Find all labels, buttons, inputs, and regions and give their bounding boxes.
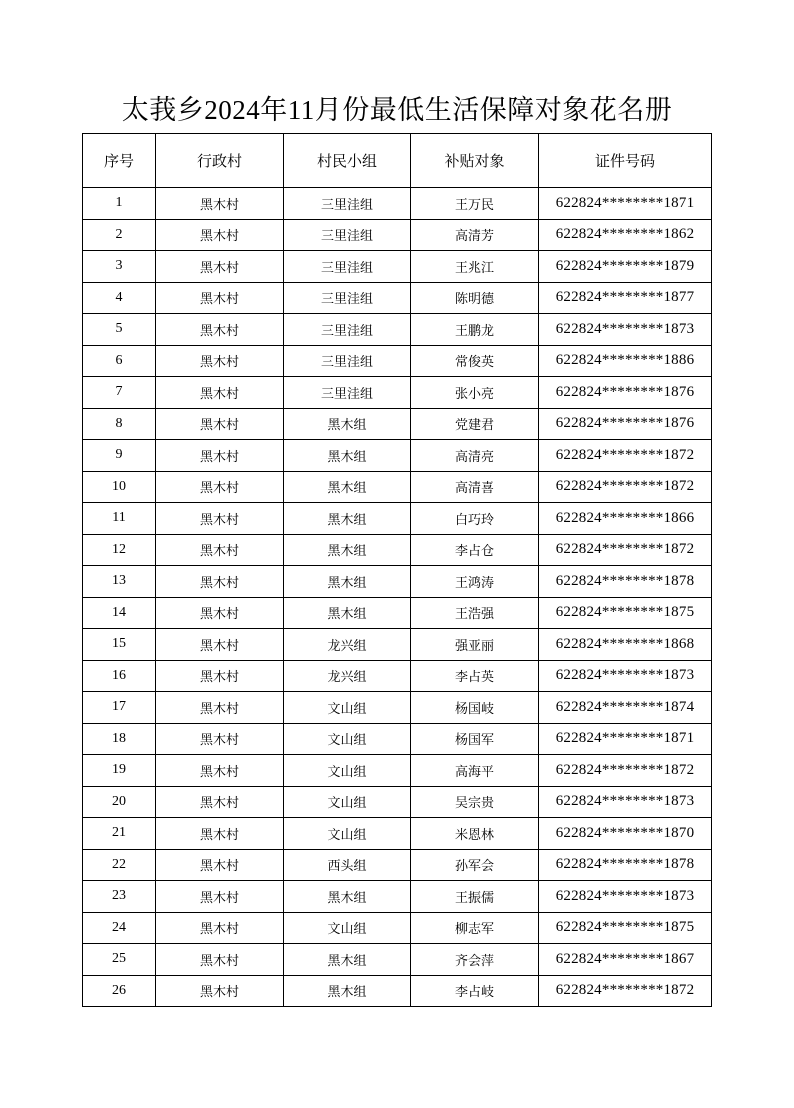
id-number-cell: 622824********1873 xyxy=(539,881,712,913)
id-number-cell: 622824********1870 xyxy=(539,818,712,850)
table-row xyxy=(83,377,712,409)
table-row xyxy=(83,692,712,724)
village-cell: 黑木村 xyxy=(156,534,284,566)
table-row xyxy=(83,723,712,755)
villager-group-cell: 三里洼组 xyxy=(284,251,411,283)
villager-group-cell: 黑木组 xyxy=(284,440,411,472)
serial-number-cell: 4 xyxy=(83,282,156,314)
village-cell: 黑木村 xyxy=(156,944,284,976)
table-row xyxy=(83,534,712,566)
id-number-cell: 622824********1862 xyxy=(539,219,712,251)
table-row xyxy=(83,755,712,787)
table-row xyxy=(83,471,712,503)
id-number-cell: 622824********1876 xyxy=(539,377,712,409)
table-row xyxy=(83,975,712,1007)
table-row xyxy=(83,566,712,598)
table-row xyxy=(83,849,712,881)
recipient-name-cell: 王鹏龙 xyxy=(411,314,539,346)
village-cell: 黑木村 xyxy=(156,314,284,346)
recipient-name-cell: 高清喜 xyxy=(411,471,539,503)
serial-number-cell: 23 xyxy=(83,881,156,913)
id-number-cell: 622824********1873 xyxy=(539,660,712,692)
id-number-cell: 622824********1872 xyxy=(539,975,712,1007)
villager-group-cell: 三里洼组 xyxy=(284,219,411,251)
villager-group-cell: 黑木组 xyxy=(284,597,411,629)
id-number-cell: 622824********1871 xyxy=(539,723,712,755)
id-number-cell: 622824********1871 xyxy=(539,188,712,220)
id-number-cell: 622824********1872 xyxy=(539,755,712,787)
village-cell: 黑木村 xyxy=(156,755,284,787)
serial-number-cell: 25 xyxy=(83,944,156,976)
recipient-name-cell: 王振儒 xyxy=(411,881,539,913)
id-number-cell: 622824********1868 xyxy=(539,629,712,661)
recipient-name-cell: 王浩强 xyxy=(411,597,539,629)
village-cell: 黑木村 xyxy=(156,251,284,283)
village-cell: 黑木村 xyxy=(156,566,284,598)
village-cell: 黑木村 xyxy=(156,597,284,629)
recipient-name-cell: 李占岐 xyxy=(411,975,539,1007)
village-cell: 黑木村 xyxy=(156,219,284,251)
id-number-cell: 622824********1866 xyxy=(539,503,712,535)
recipient-name-cell: 柳志军 xyxy=(411,912,539,944)
serial-number-cell: 16 xyxy=(83,660,156,692)
recipient-name-cell: 吴宗贵 xyxy=(411,786,539,818)
table-row xyxy=(83,219,712,251)
recipient-name-cell: 李占英 xyxy=(411,660,539,692)
villager-group-cell: 三里洼组 xyxy=(284,188,411,220)
id-number-cell: 622824********1875 xyxy=(539,597,712,629)
village-cell: 黑木村 xyxy=(156,786,284,818)
serial-number-cell: 15 xyxy=(83,629,156,661)
village-cell: 黑木村 xyxy=(156,188,284,220)
villager-group-cell: 三里洼组 xyxy=(284,345,411,377)
serial-number-cell: 8 xyxy=(83,408,156,440)
header-recipient: 补贴对象 xyxy=(411,134,539,188)
villager-group-cell: 三里洼组 xyxy=(284,282,411,314)
table-row xyxy=(83,345,712,377)
recipient-name-cell: 王万民 xyxy=(411,188,539,220)
village-cell: 黑木村 xyxy=(156,692,284,724)
villager-group-cell: 黑木组 xyxy=(284,566,411,598)
village-cell: 黑木村 xyxy=(156,723,284,755)
serial-number-cell: 2 xyxy=(83,219,156,251)
serial-number-cell: 6 xyxy=(83,345,156,377)
serial-number-cell: 18 xyxy=(83,723,156,755)
id-number-cell: 622824********1879 xyxy=(539,251,712,283)
id-number-cell: 622824********1878 xyxy=(539,566,712,598)
table-row xyxy=(83,188,712,220)
table-row xyxy=(83,786,712,818)
serial-number-cell: 17 xyxy=(83,692,156,724)
recipient-name-cell: 高清芳 xyxy=(411,219,539,251)
villager-group-cell: 黑木组 xyxy=(284,944,411,976)
recipient-name-cell: 孙军会 xyxy=(411,849,539,881)
id-number-cell: 622824********1873 xyxy=(539,786,712,818)
recipient-name-cell: 李占仓 xyxy=(411,534,539,566)
header-row xyxy=(83,134,712,188)
villager-group-cell: 黑木组 xyxy=(284,471,411,503)
village-cell: 黑木村 xyxy=(156,345,284,377)
villager-group-cell: 文山组 xyxy=(284,723,411,755)
recipient-name-cell: 杨国军 xyxy=(411,723,539,755)
village-cell: 黑木村 xyxy=(156,912,284,944)
serial-number-cell: 11 xyxy=(83,503,156,535)
table-row xyxy=(83,251,712,283)
village-cell: 黑木村 xyxy=(156,881,284,913)
id-number-cell: 622824********1886 xyxy=(539,345,712,377)
villager-group-cell: 黑木组 xyxy=(284,503,411,535)
recipient-name-cell: 高清亮 xyxy=(411,440,539,472)
recipient-name-cell: 张小亮 xyxy=(411,377,539,409)
serial-number-cell: 26 xyxy=(83,975,156,1007)
serial-number-cell: 1 xyxy=(83,188,156,220)
header-serial-number: 序号 xyxy=(83,134,156,188)
id-number-cell: 622824********1872 xyxy=(539,471,712,503)
serial-number-cell: 10 xyxy=(83,471,156,503)
document-title: 太莪乡2024年11月份最低生活保障对象花名册 xyxy=(121,95,673,125)
villager-group-cell: 黑木组 xyxy=(284,534,411,566)
serial-number-cell: 9 xyxy=(83,440,156,472)
recipient-name-cell: 高海平 xyxy=(411,755,539,787)
table-body xyxy=(83,188,712,1007)
id-number-cell: 622824********1872 xyxy=(539,440,712,472)
village-cell: 黑木村 xyxy=(156,818,284,850)
id-number-cell: 622824********1878 xyxy=(539,849,712,881)
table-row xyxy=(83,314,712,346)
table-row xyxy=(83,944,712,976)
recipient-name-cell: 米恩林 xyxy=(411,818,539,850)
id-number-cell: 622824********1872 xyxy=(539,534,712,566)
villager-group-cell: 黑木组 xyxy=(284,975,411,1007)
table-row xyxy=(83,597,712,629)
table-header xyxy=(83,134,712,188)
recipient-name-cell: 王兆江 xyxy=(411,251,539,283)
table-row xyxy=(83,912,712,944)
recipient-name-cell: 杨国岐 xyxy=(411,692,539,724)
village-cell: 黑木村 xyxy=(156,282,284,314)
id-number-cell: 622824********1877 xyxy=(539,282,712,314)
table-row xyxy=(83,818,712,850)
id-number-cell: 622824********1875 xyxy=(539,912,712,944)
table-row xyxy=(83,440,712,472)
id-number-cell: 622824********1874 xyxy=(539,692,712,724)
village-cell: 黑木村 xyxy=(156,471,284,503)
village-cell: 黑木村 xyxy=(156,629,284,661)
serial-number-cell: 24 xyxy=(83,912,156,944)
recipient-name-cell: 陈明德 xyxy=(411,282,539,314)
villager-group-cell: 三里洼组 xyxy=(284,377,411,409)
serial-number-cell: 3 xyxy=(83,251,156,283)
villager-group-cell: 文山组 xyxy=(284,755,411,787)
serial-number-cell: 22 xyxy=(83,849,156,881)
table-row xyxy=(83,408,712,440)
recipient-name-cell: 齐会萍 xyxy=(411,944,539,976)
recipient-name-cell: 强亚丽 xyxy=(411,629,539,661)
serial-number-cell: 12 xyxy=(83,534,156,566)
village-cell: 黑木村 xyxy=(156,849,284,881)
villager-group-cell: 文山组 xyxy=(284,912,411,944)
recipient-name-cell: 王鸿涛 xyxy=(411,566,539,598)
id-number-cell: 622824********1873 xyxy=(539,314,712,346)
recipient-name-cell: 常俊英 xyxy=(411,345,539,377)
serial-number-cell: 20 xyxy=(83,786,156,818)
id-number-cell: 622824********1867 xyxy=(539,944,712,976)
table-row xyxy=(83,629,712,661)
recipient-table xyxy=(82,133,712,1007)
table-row xyxy=(83,881,712,913)
villager-group-cell: 龙兴组 xyxy=(284,629,411,661)
serial-number-cell: 13 xyxy=(83,566,156,598)
villager-group-cell: 龙兴组 xyxy=(284,660,411,692)
villager-group-cell: 西头组 xyxy=(284,849,411,881)
table-row xyxy=(83,282,712,314)
serial-number-cell: 21 xyxy=(83,818,156,850)
village-cell: 黑木村 xyxy=(156,503,284,535)
serial-number-cell: 14 xyxy=(83,597,156,629)
village-cell: 黑木村 xyxy=(156,660,284,692)
villager-group-cell: 文山组 xyxy=(284,786,411,818)
village-cell: 黑木村 xyxy=(156,440,284,472)
table-row xyxy=(83,503,712,535)
serial-number-cell: 19 xyxy=(83,755,156,787)
village-cell: 黑木村 xyxy=(156,975,284,1007)
villager-group-cell: 文山组 xyxy=(284,818,411,850)
recipient-name-cell: 党建君 xyxy=(411,408,539,440)
villager-group-cell: 三里洼组 xyxy=(284,314,411,346)
serial-number-cell: 5 xyxy=(83,314,156,346)
villager-group-cell: 黑木组 xyxy=(284,408,411,440)
villager-group-cell: 文山组 xyxy=(284,692,411,724)
id-number-cell: 622824********1876 xyxy=(539,408,712,440)
villager-group-cell: 黑木组 xyxy=(284,881,411,913)
recipient-name-cell: 白巧玲 xyxy=(411,503,539,535)
header-id-number: 证件号码 xyxy=(539,134,712,188)
header-village: 行政村 xyxy=(156,134,284,188)
village-cell: 黑木村 xyxy=(156,408,284,440)
table-row xyxy=(83,660,712,692)
serial-number-cell: 7 xyxy=(83,377,156,409)
village-cell: 黑木村 xyxy=(156,377,284,409)
header-villager-group: 村民小组 xyxy=(284,134,411,188)
